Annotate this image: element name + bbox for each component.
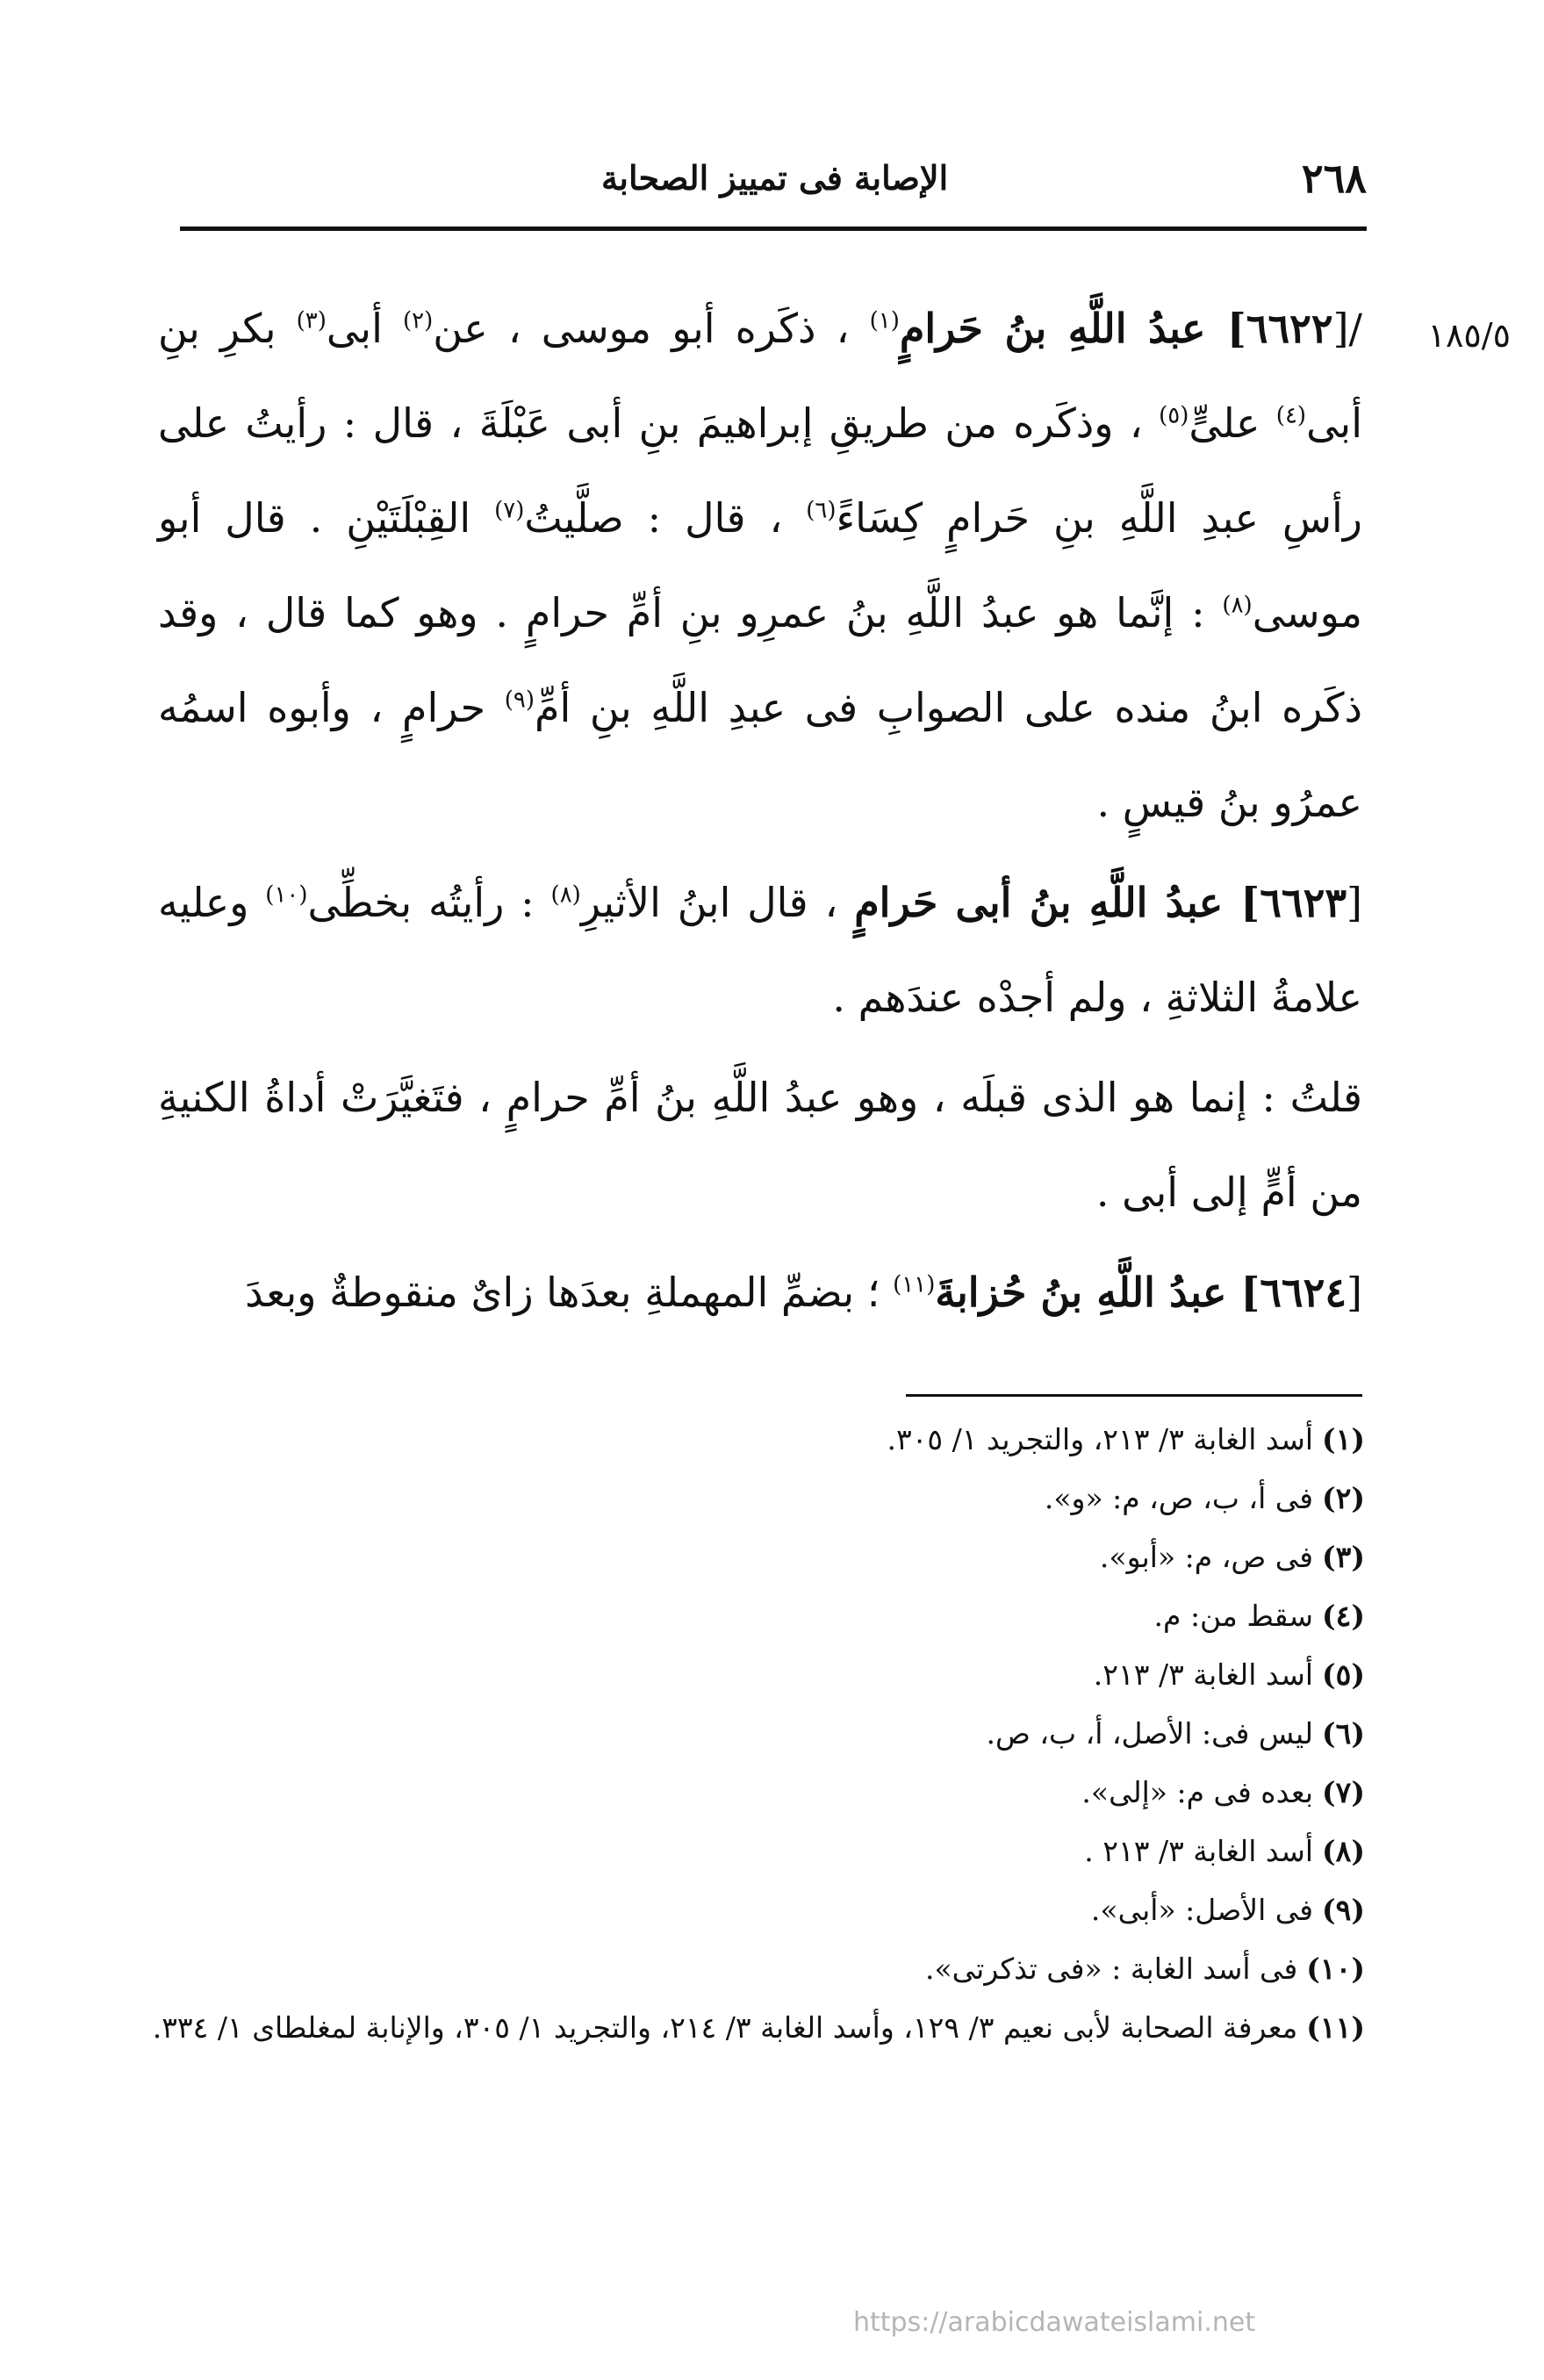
footnote-text: فى الأصل: «أبى». bbox=[1090, 1893, 1314, 1927]
footnote-rule bbox=[906, 1394, 1362, 1397]
footnote-number: (٥) bbox=[1322, 1657, 1365, 1692]
footnote-marker: (١١) bbox=[893, 1271, 936, 1298]
entry-bracket: [ bbox=[1347, 879, 1362, 926]
editor-note: قلتُ : إنما هو الذى قبلَه ، وهو عبدُ اللَّهِ بنُ أمِّ حرامٍ ، فتَغيَّرَتْ أداةُ الكنيةِ من أمٍّ إلى أبى . bbox=[158, 1074, 1362, 1216]
footnote-number: (٣) bbox=[1322, 1540, 1365, 1574]
entry-name: ] عبدُ اللَّهِ بنُ أبى حَرامٍ bbox=[854, 879, 1260, 926]
footnote-marker: (٦) bbox=[806, 497, 837, 524]
footnote-text: سقط من: م. bbox=[1153, 1599, 1314, 1633]
footnote-number: (١١) bbox=[1306, 2010, 1365, 2045]
entry-text: ، قال : صلَّيتُ bbox=[524, 494, 807, 542]
footnote bbox=[149, 1586, 1365, 1645]
entry-name: ] عبدُ اللَّهِ بنُ حُزابةَ bbox=[935, 1269, 1260, 1316]
footnote-number: (٩) bbox=[1322, 1893, 1365, 1927]
footnote-text: فى أ، ب، ص، م: «و». bbox=[1044, 1481, 1314, 1515]
running-title: الإصابة فى تمييز الصحابة bbox=[601, 158, 949, 198]
entry-text: بكرِ بنِ أبى bbox=[158, 305, 1363, 447]
footnote bbox=[149, 1880, 1365, 1939]
footnote-number: (١٠) bbox=[1306, 1952, 1365, 1986]
footnote-number: (١) bbox=[1322, 1422, 1365, 1456]
page-number: ٢٦٨ bbox=[1301, 155, 1367, 202]
footnote-number: (٨) bbox=[1322, 1834, 1365, 1868]
footnote bbox=[149, 1410, 1365, 1469]
footnote-number: (٤) bbox=[1322, 1599, 1365, 1633]
footnote bbox=[149, 1704, 1365, 1763]
entry-text: : إنَّما هو عبدُ اللَّهِ بنُ عمرِو بنِ أمِّ حرامٍ . وهو كما قال ، وقد ذكَره ابنُ منده على الصوابِ فى عبدِ اللَّهِ بنِ أمِّ bbox=[158, 589, 1362, 731]
footnote-marker: (٣) bbox=[296, 307, 327, 334]
footnote-text: فى أسد الغابة : «فى تذكرتى». bbox=[924, 1952, 1298, 1986]
footnote bbox=[149, 1528, 1365, 1586]
footnote bbox=[149, 1469, 1365, 1528]
footnote-marker: (٨) bbox=[1222, 592, 1253, 619]
footnote-text: بعده فى م: «إلى». bbox=[1081, 1775, 1314, 1809]
entry-6624 bbox=[158, 1245, 1362, 1340]
entry-number: ٦٦٢٢ bbox=[1246, 305, 1333, 352]
footnote-text: أسد الغابة ٣/ ٢١٣. bbox=[1093, 1657, 1314, 1692]
footnote-number: (٦) bbox=[1322, 1716, 1365, 1751]
entry-text: حرامٍ ، وأبوه اسمُه عمرُو بنُ قيسٍ . bbox=[158, 684, 1362, 826]
footnote bbox=[149, 1763, 1365, 1822]
footnote-text: فى ص، م: «أبو». bbox=[1099, 1540, 1314, 1574]
watermark: https://arabicdawateislami.net bbox=[853, 2307, 1256, 2338]
footnote-marker: (٩) bbox=[504, 687, 535, 714]
entry-number: ٦٦٢٤ bbox=[1260, 1269, 1347, 1316]
entry-6623 bbox=[158, 855, 1362, 1045]
entry-number: ٦٦٢٣ bbox=[1260, 879, 1347, 926]
footnote bbox=[149, 1822, 1365, 1880]
footnote bbox=[149, 1939, 1365, 1998]
entry-text: : رأيتُه بخطِّى bbox=[307, 879, 551, 926]
footnote bbox=[149, 1998, 1365, 2057]
header-rule bbox=[180, 226, 1367, 231]
entry-text: القِبْلَتَيْنِ . قال أبو موسى bbox=[158, 494, 1362, 636]
footnote-text: أسد الغابة ٣/ ٢١٣ . bbox=[1084, 1834, 1314, 1868]
entry-6622 bbox=[158, 281, 1362, 850]
footnote-text: ليس فى: الأصل، أ، ب، ص. bbox=[986, 1716, 1314, 1751]
entry-text: وعليه علامةُ الثلاثةِ ، ولم أجدْه عندَهم . bbox=[158, 879, 1362, 1021]
footnote-marker: (٢) bbox=[402, 307, 434, 334]
entry-text: ، ذكَره أبو موسى ، عن bbox=[433, 305, 870, 352]
entry-text: ، وذكَره من طريقِ إبراهيمَ بنِ أبى عَبْلَةَ ، قال : رأيتُ على رأسِ عبدِ اللَّهِ بنِ حَرامٍ كِسَاءً bbox=[158, 399, 1362, 542]
margin-reference: ١٨٥/٥ bbox=[1427, 316, 1511, 355]
footnote-marker: (٥) bbox=[1159, 402, 1189, 429]
footnote-marker: (٧) bbox=[494, 497, 525, 524]
footnote bbox=[149, 1645, 1365, 1704]
footnote-text: معرفة الصحابة لأبى نعيم ٣/ ١٢٩، وأسد الغابة ٣/ ٢١٤، والتجريد ١/ ٣٠٥، والإنابة لمغلطاى ١/ ٣٣٤. bbox=[152, 2010, 1298, 2045]
entry-text: ، قال ابنُ الأثيرِ bbox=[580, 879, 855, 926]
main-text bbox=[158, 281, 1362, 1345]
footnote-marker: (٤) bbox=[1275, 402, 1307, 429]
entry-bracket: /[ bbox=[1332, 305, 1363, 352]
footnote-marker: (١٠) bbox=[265, 881, 308, 909]
entry-bracket: [ bbox=[1347, 1269, 1362, 1316]
footnote-marker: (١) bbox=[869, 307, 900, 334]
entry-text: أبى bbox=[326, 305, 403, 352]
entry-name: ] عبدُ اللَّهِ بنُ حَرامٍ bbox=[899, 305, 1246, 352]
entry-text: ؛ بضمِّ المهملةِ بعدَها زاىٌ منقوطةٌ وبعدَ bbox=[245, 1269, 894, 1316]
footnote-text: أسد الغابة ٣/ ٢١٣، والتجريد ١/ ٣٠٥. bbox=[887, 1422, 1314, 1456]
footnotes-list bbox=[149, 1410, 1365, 2057]
entry-text: علىٍّ bbox=[1189, 399, 1276, 447]
footnote-number: (٧) bbox=[1322, 1775, 1365, 1809]
footnote-marker: (٨) bbox=[550, 881, 581, 909]
footnote-number: (٢) bbox=[1322, 1481, 1365, 1515]
page-header bbox=[180, 155, 1367, 216]
